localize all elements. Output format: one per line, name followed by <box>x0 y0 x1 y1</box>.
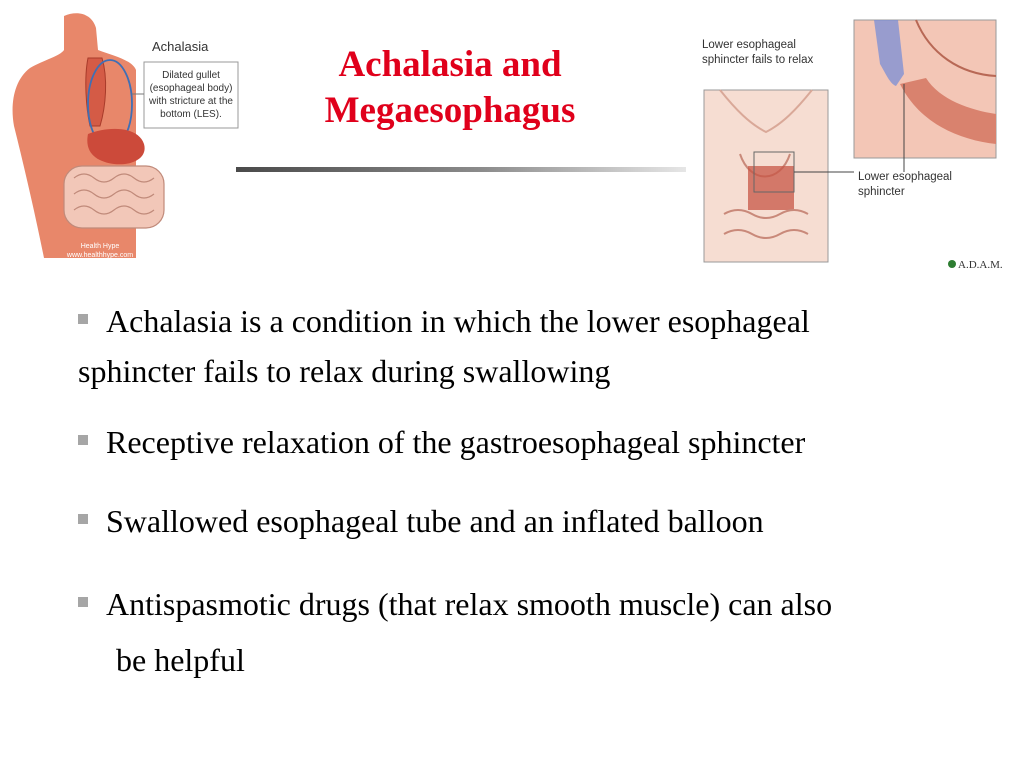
bullet-square-icon <box>78 435 88 445</box>
bullet-item-2 <box>78 417 978 467</box>
slide-title <box>240 42 660 134</box>
title-divider <box>236 167 686 172</box>
callout-line-2: (esophageal body) <box>149 83 233 94</box>
achalasia-illustration <box>4 8 240 262</box>
bullet-2-text: Receptive relaxation of the gastroesophageal sphincter <box>106 424 806 460</box>
side-label-line-1: Lower esophageal <box>858 171 952 183</box>
adam-logo-icon <box>948 260 956 268</box>
credit-line-2: www.healthhype.com <box>66 252 134 259</box>
side-label-line-2: sphincter <box>858 186 905 198</box>
bullet-1-line-2: sphincter fails to relax during swallowing <box>78 353 611 389</box>
left-figure-heading: Achalasia <box>152 39 209 54</box>
bullet-square-icon <box>78 514 88 524</box>
bullet-4-line-2: be helpful <box>116 642 245 678</box>
top-label-line-2: sphincter fails to relax <box>702 54 814 66</box>
bullet-item-4 <box>78 576 978 688</box>
bullet-square-icon <box>78 597 88 607</box>
bullet-item-3 <box>78 496 978 546</box>
callout-line-3: with stricture at the <box>149 96 233 107</box>
slide-title-line-2: Megaesophagus <box>324 90 576 131</box>
top-label-line-1: Lower esophageal <box>702 39 796 51</box>
slide-title-line-1: Achalasia and <box>338 44 562 85</box>
credit-line-1: Health Hype <box>80 243 120 250</box>
bullet-square-icon <box>78 314 88 324</box>
callout-line-4: bottom (LES). <box>160 109 222 120</box>
bullet-1-line-1: Achalasia is a condition in which the lower esophageal <box>106 303 810 339</box>
callout-line-1: Dilated gullet <box>162 70 220 81</box>
sphincter-illustration <box>690 14 1020 276</box>
bullet-3-text: Swallowed esophageal tube and an inflated balloon <box>106 503 764 539</box>
bullet-item-1 <box>78 296 978 396</box>
adam-brand: A.D.A.M. <box>958 259 1003 271</box>
bullet-4-line-1: Antispasmotic drugs (that relax smooth muscle) can also <box>106 586 833 622</box>
intestines-shape <box>64 166 164 228</box>
